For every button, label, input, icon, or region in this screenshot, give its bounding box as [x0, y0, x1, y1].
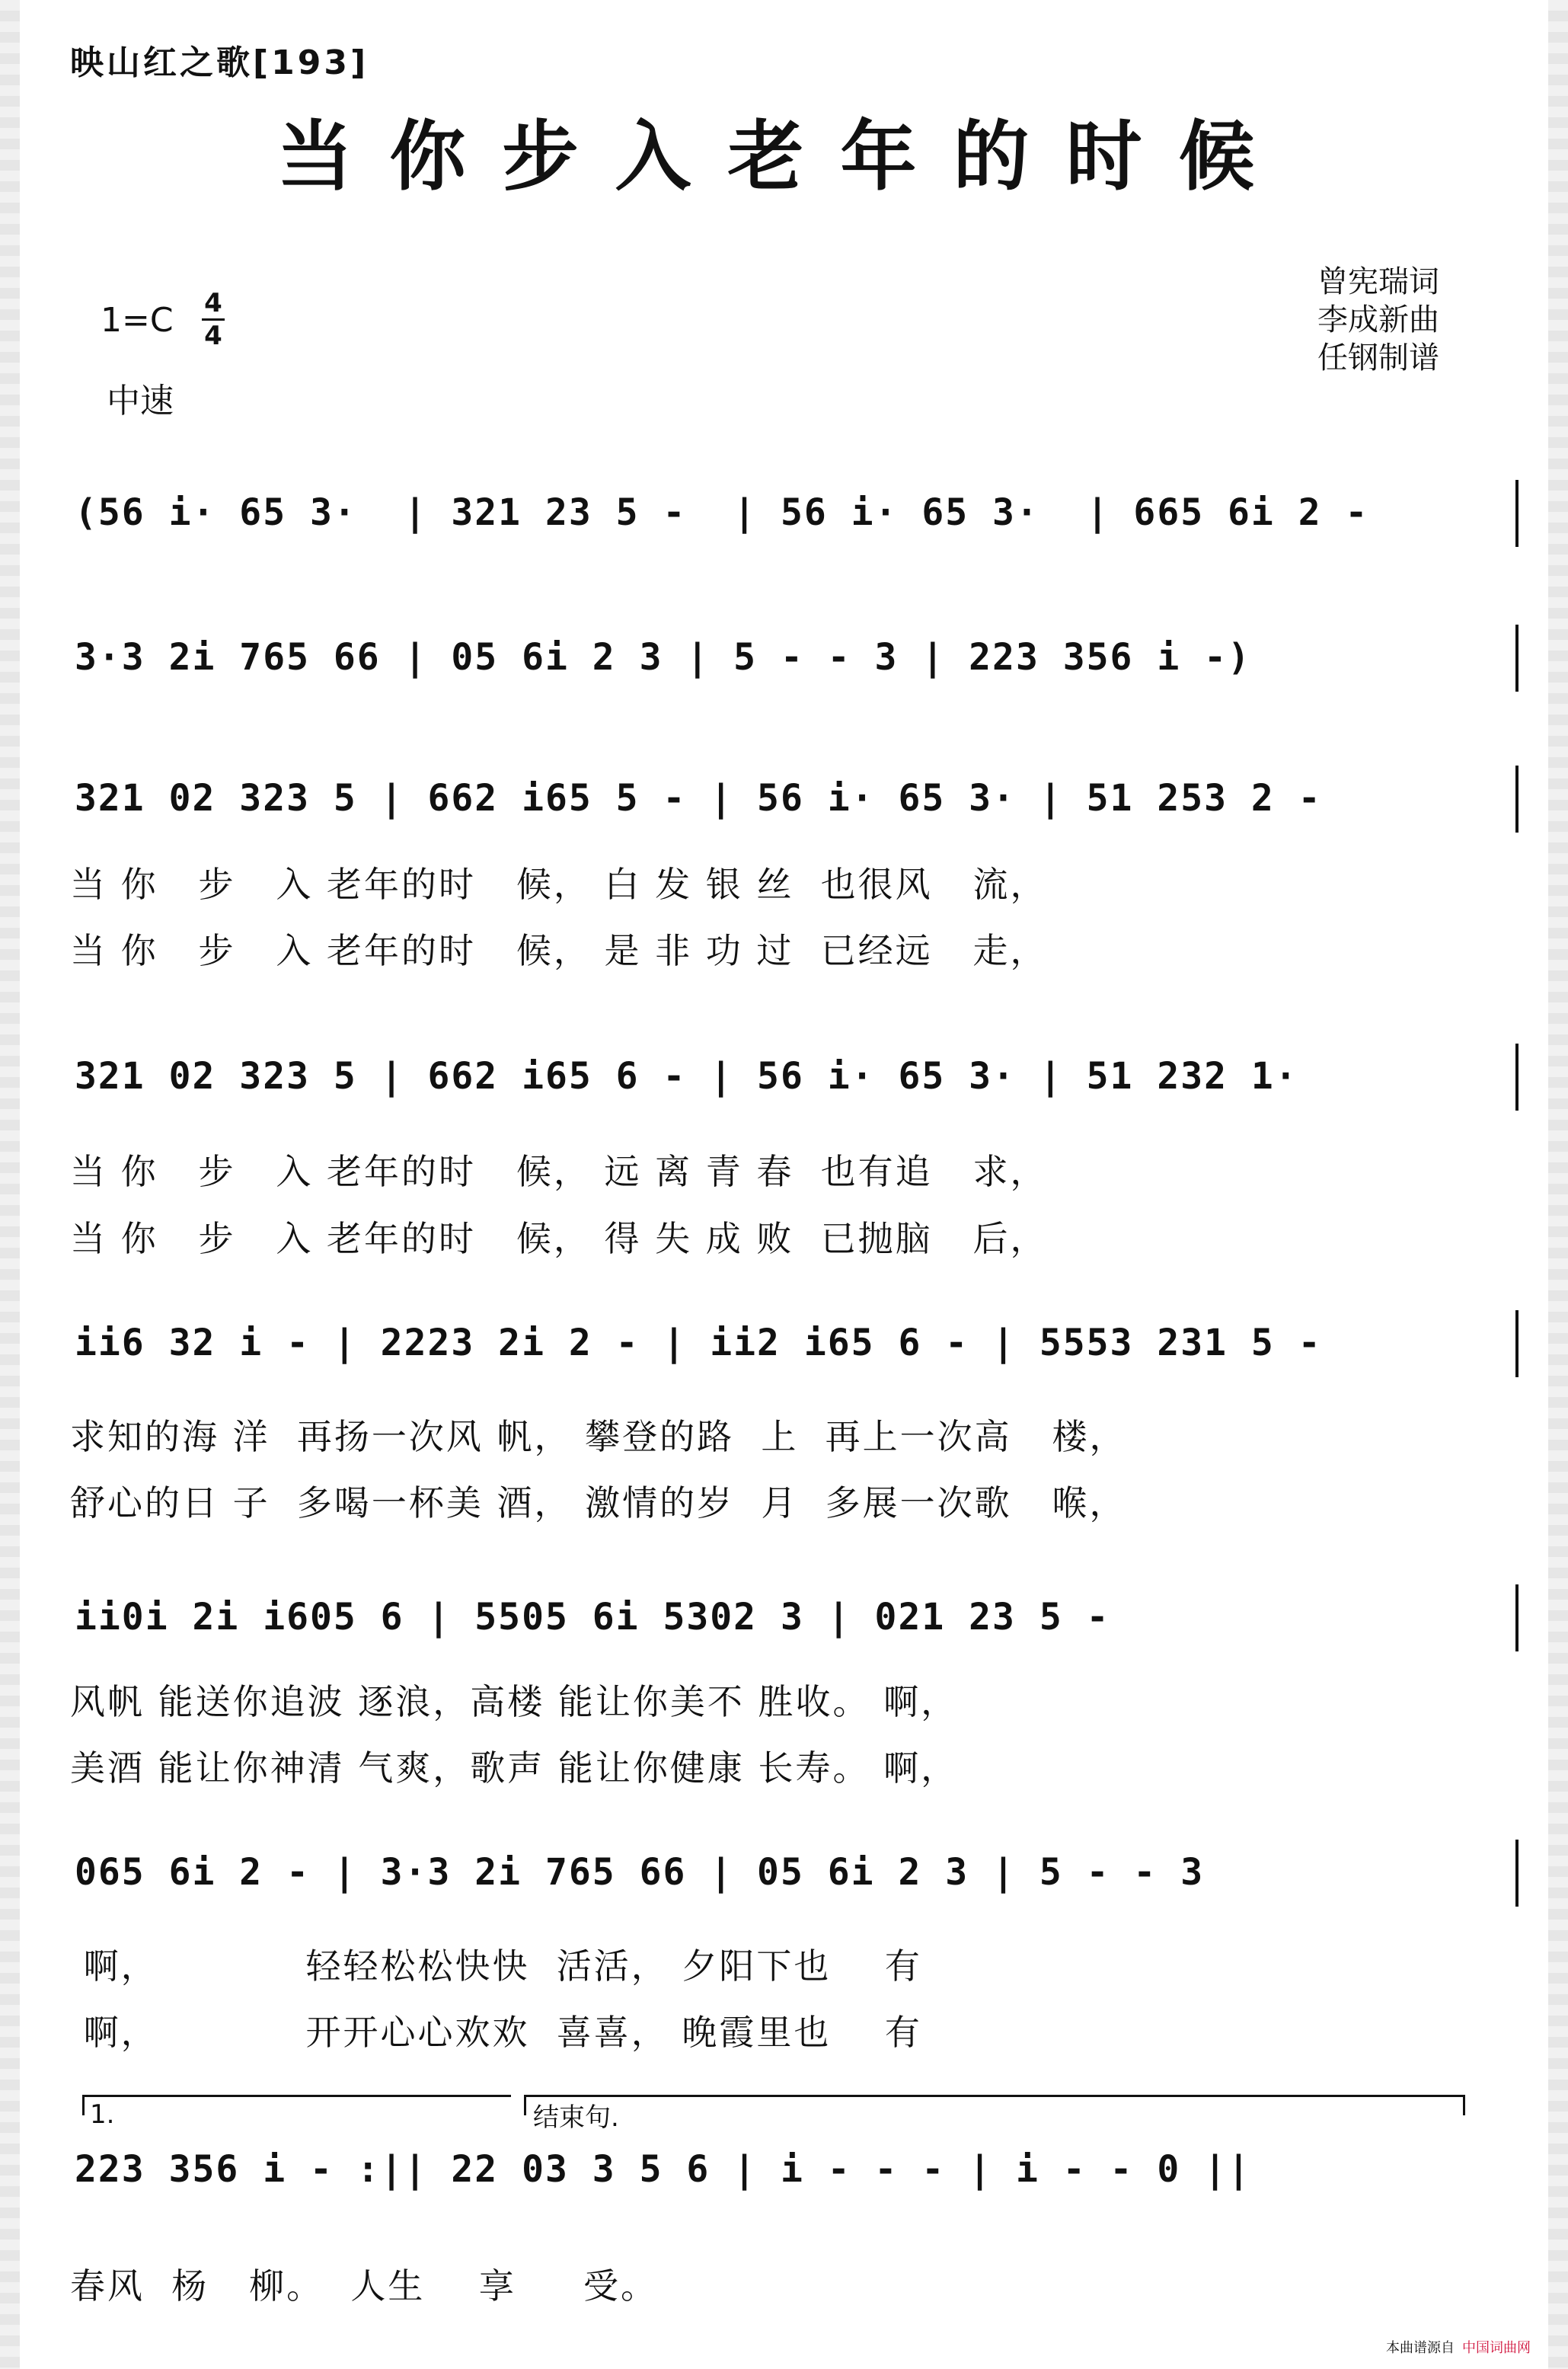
lyricist-credit: 曾宪瑞词: [1317, 264, 1439, 299]
left-border-decoration: [0, 0, 20, 2369]
time-signature-bottom: 4: [204, 321, 222, 351]
final-ending-label: 结束句.: [533, 2102, 619, 2133]
staff-line: [0, 621, 1568, 712]
time-signature: [202, 288, 225, 351]
credits: [1317, 263, 1439, 377]
right-border-decoration: [1548, 0, 1568, 2369]
lyric-line-verse-2: 啊， 开开心心欢欢 喜喜， 晚霞里也 有: [70, 2012, 922, 2053]
barline: [1515, 766, 1519, 833]
staff-notes: 223 356 i - :|| 22 03 3 5 6 | i - - - | i - - 0 ||: [75, 2148, 1251, 2191]
footer-source-prefix: 本曲谱源自: [1386, 2340, 1455, 2356]
lyric-line-verse-2: 当 你 步 入 老年的时 候， 是 非 功 过 已经远 走，: [70, 930, 1048, 971]
lyric-line-verse-1: 当 你 步 入 老年的时 候， 白 发 银 丝 也很风 流，: [70, 864, 1048, 905]
series-label: 映山红之歌[193]: [70, 43, 369, 82]
staff-notes: 321 02 323 5 | 662 i65 5 - | 56 i· 65 3· | 51 253 2 -: [75, 777, 1322, 820]
barline: [1515, 1310, 1519, 1377]
lyric-line-verse-1: 啊， 轻轻松松快快 活活， 夕阳下也 有: [70, 1945, 922, 1987]
lyric-line-verse-2: 当 你 步 入 老年的时 候， 得 失 成 败 已抛脑 后，: [70, 1218, 1048, 1259]
time-signature-top: 4: [202, 288, 225, 321]
lyric-line-verse-1: 求知的海 洋 再扬一次风 帆， 攀登的路 上 再上一次高 楼，: [70, 1416, 1127, 1457]
lyric-line-verse-2: 美酒 能让你神清 气爽，歌声 能让你健康 长寿。 啊，: [70, 1747, 959, 1789]
staff-line: [0, 1836, 1568, 1927]
lyric-line-verse-2: 舒心的日 子 多喝一杯美 酒， 激情的岁 月 多展一次歌 喉，: [70, 1482, 1127, 1523]
barline: [1515, 1584, 1519, 1651]
staff-notes: 3·3 2i 765 66 | 05 6i 2 3 | 5 - - 3 | 223 356 i -): [75, 636, 1251, 679]
staff-notes: ii6 32 i - | 2223 2i 2 - | ii2 i65 6 - | 5553 231 5 -: [75, 1322, 1322, 1364]
staff-notes: 065 6i 2 - | 3·3 2i 765 66 | 05 6i 2 3 | 5 - - 3: [75, 1851, 1205, 1894]
staff-notes: 321 02 323 5 | 662 i65 6 - | 56 i· 65 3· | 51 232 1·: [75, 1055, 1298, 1098]
barline: [1515, 625, 1519, 692]
staff-notes: (56 i· 65 3· | 321 23 5 - | 56 i· 65 3· | 665 6i 2 -: [75, 491, 1369, 534]
composer-credit: 李成新曲: [1317, 302, 1439, 337]
footer-source: [1386, 2337, 1531, 2357]
lyric-line-verse-1: 春风 杨 柳。 人生 享 受。: [70, 2265, 658, 2307]
transcriber-credit: 任钢制谱: [1317, 340, 1439, 376]
barline: [1515, 1840, 1519, 1907]
key-signature: 1=C: [101, 301, 174, 340]
staff-line: [0, 2133, 1568, 2224]
staff-line: [0, 1306, 1568, 1398]
first-ending-bracket: [82, 2095, 511, 2115]
barline: [1515, 480, 1519, 547]
lyric-line-verse-1: 当 你 步 入 老年的时 候， 远 离 青 春 也有追 求，: [70, 1151, 1048, 1192]
first-ending-label: 1.: [90, 2099, 115, 2130]
staff-line: [0, 762, 1568, 853]
staff-line: [0, 476, 1568, 567]
tempo-marking: 中速: [107, 382, 174, 420]
staff-line: [0, 1040, 1568, 1131]
staff-line: [0, 1581, 1568, 1672]
footer-site-link[interactable]: 中国词曲网: [1462, 2340, 1531, 2356]
page-title: 当你步入老年的时候: [276, 111, 1292, 201]
final-ending-bracket: [524, 2095, 1465, 2115]
staff-notes: ii0i 2i i605 6 | 5505 6i 5302 3 | 021 23 5 -: [75, 1596, 1110, 1638]
lyric-line-verse-1: 风帆 能送你追波 逐浪，高楼 能让你美不 胜收。 啊，: [70, 1681, 959, 1722]
barline: [1515, 1044, 1519, 1111]
